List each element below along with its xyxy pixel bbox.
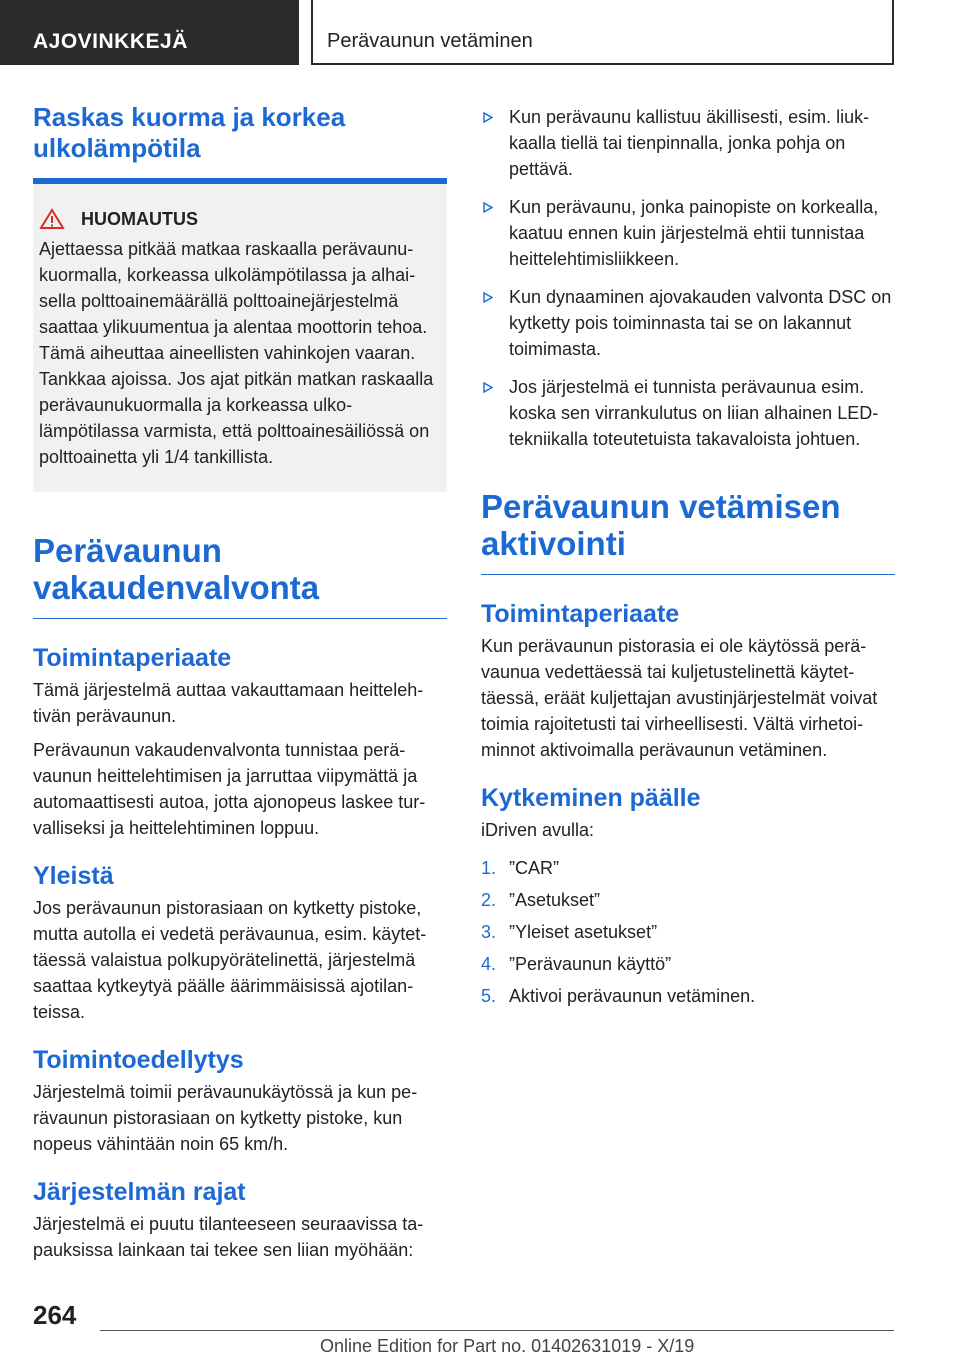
step-text: ”Perävaunun käyttö” xyxy=(509,954,672,974)
step-text: ”CAR” xyxy=(509,858,559,878)
left-column xyxy=(33,100,447,1263)
notice-text: Ajettaessa pitkää matkaa raskaalla perävaunukuormalla, korkeassa ulkolämpötilassa ja alhaisella polttoainemäärällä polttoainejärjestelmä saattaa ylikuumentua ja alentaa moottorin tehoa. Tämä aiheuttaa aineellisten vahinkojen vaaran. Tankkaa ajoissa. Jos ajat pitkän matkan raskaalla perävaunukuormalla ja korkeassa ulkolämpötilassa varmista, että polttoainesäiliössä on polttoainetta yli 1/4 tankillista. xyxy=(39,239,434,467)
list-item-text: Kun perävaunu, jonka painopiste on korkealla, kaatuu ennen kuin järjestelmä ehtii tunnistaa heittelehtimisliikkeen. xyxy=(509,197,879,269)
list-item-text: Jos järjestelmä ei tunnista perävaunua esim. koska sen virrankulutus on liian alhainen LED-tekniikalla toteutetuista takavaloista johtuen. xyxy=(509,377,879,449)
paragraph: Kun perävaunun pistorasia ei ole käytössä perävaunua vedettäessä tai kuljetustelinettä käytettäessä, eräät kuljettajan avustinjärjestelmät voivat toimia rajoitetusti tai virheellisesti. Vältä virhetoiminnot aktivoimalla perävaunun vetäminen. xyxy=(481,636,878,760)
heading-activation: Perävaunun vetämisen aktivointi xyxy=(481,488,841,562)
list-item xyxy=(481,284,895,362)
right-column xyxy=(481,100,895,1015)
paragraph: Perävaunun vakaudenvalvonta tunnistaa perävaunun heittelehtimisen ja jarruttaa viipymättä ja automaattisesti autoa, jotta ajonopeus laskee turvalliseksi ja heittelehtiminen loppuu. xyxy=(33,740,426,838)
step-text: ”Yleiset asetukset” xyxy=(509,922,658,942)
step-item xyxy=(481,951,895,977)
subheading-requirement: Toimintoedellytys xyxy=(33,1046,244,1074)
list-item xyxy=(481,194,895,272)
triangle-bullet-icon xyxy=(483,112,493,123)
heading-rule xyxy=(481,574,895,575)
edition-footer: Online Edition for Part no. 01402631019 - X/19 xyxy=(320,1336,695,1356)
step-item xyxy=(481,983,895,1009)
step-number: 4. xyxy=(481,954,497,974)
paragraph: Järjestelmä toimii perävaunukäytössä ja kun perävaunun pistorasiaan on kytketty pistoke, kun nopeus vähintään noin 65 km/h. xyxy=(33,1082,418,1154)
heading-rule xyxy=(33,618,447,619)
step-number: 2. xyxy=(481,890,497,910)
triangle-bullet-icon xyxy=(483,382,493,393)
step-item xyxy=(481,919,895,945)
step-item xyxy=(481,855,895,881)
section-tab: AJOVINKKEJÄ xyxy=(0,0,299,65)
step-text: Aktivoi perävaunun vetäminen. xyxy=(509,986,756,1006)
heading-heavy-load: Raskas kuorma ja korkea ulkolämpötila xyxy=(33,102,346,163)
page-number: 264 xyxy=(33,1300,77,1330)
steps-list xyxy=(481,855,895,1009)
triangle-bullet-icon xyxy=(483,202,493,213)
step-text: ”Asetukset” xyxy=(509,890,601,910)
step-item xyxy=(481,887,895,913)
notice-box xyxy=(33,184,447,492)
notice-title: HUOMAUTUS xyxy=(81,209,198,229)
paragraph: Jos perävaunun pistorasiaan on kytketty pistoke, mutta autolla ei vedetä perävaunua, esim. käytettäessä valaistua polkupyörätelinettä, järjestelmä saattaa kytkeytyä päälle äärimmäisissä ajotilanteissa. xyxy=(33,898,427,1022)
step-number: 5. xyxy=(481,986,497,1006)
paragraph: iDriven avulla: xyxy=(481,820,595,840)
warning-triangle-icon xyxy=(39,208,65,230)
notice-header xyxy=(39,206,439,232)
step-number: 3. xyxy=(481,922,497,942)
step-number: 1. xyxy=(481,858,497,878)
footer-rule xyxy=(100,1330,894,1331)
subheading-principle: Toimintaperiaate xyxy=(33,644,232,672)
subheading-principle: Toimintaperiaate xyxy=(481,600,680,628)
subheading-limits: Järjestelmän rajat xyxy=(33,1178,246,1206)
list-item xyxy=(481,104,895,182)
list-item-text: Kun dynaaminen ajovakauden valvonta DSC on kytketty pois toiminnasta tai se on lakannut toimimasta. xyxy=(509,287,892,359)
triangle-bullet-icon xyxy=(483,292,493,303)
chapter-title: Perävaunun vetäminen xyxy=(311,0,894,65)
list-item-text: Kun perävaunu kallistuu äkillisesti, esim. liukkaalla tiellä tai tienpinnalla, jonka pohja on pettävä. xyxy=(509,107,870,179)
heading-stability-control: Perävaunun vakaudenvalvonta xyxy=(33,532,320,606)
paragraph: Järjestelmä ei puutu tilanteeseen seuraavissa tapauksissa lainkaan tai tekee sen liian myöhään: xyxy=(33,1214,424,1260)
list-item xyxy=(481,374,895,452)
subheading-switch-on: Kytkeminen päälle xyxy=(481,784,701,812)
limits-list xyxy=(481,104,895,452)
subheading-general: Yleistä xyxy=(33,862,114,890)
paragraph: Tämä järjestelmä auttaa vakauttamaan heittelehtivän perävaunun. xyxy=(33,680,424,726)
